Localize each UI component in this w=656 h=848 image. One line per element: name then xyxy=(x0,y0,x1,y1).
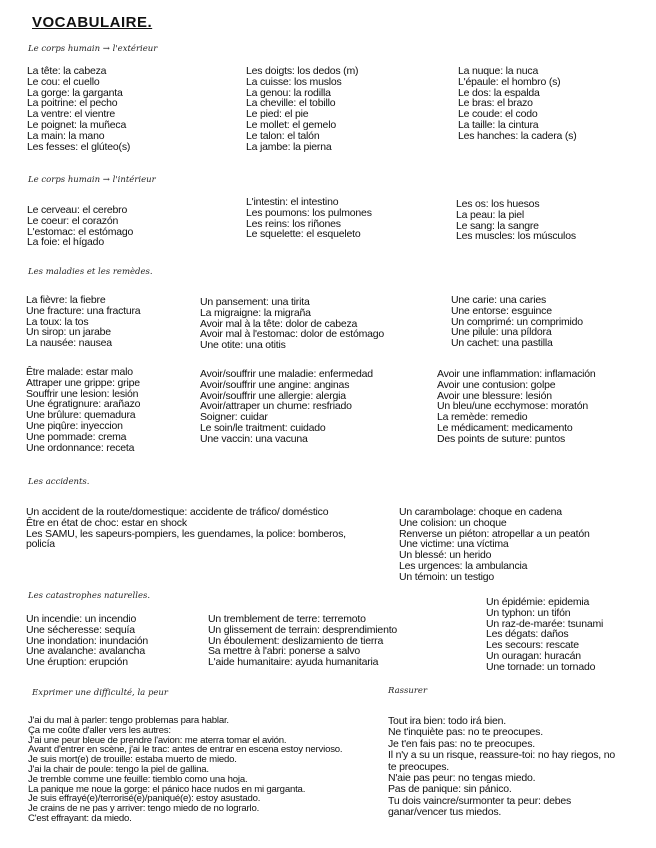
vocab-item: Avoir mal à l'estomac: dolor de estómago xyxy=(200,328,385,341)
vocab-item: Avoir/attraper un chume: resfriado xyxy=(200,400,352,413)
vocab-item: Les secours: rescate xyxy=(486,639,579,652)
vocab-item: La jambe: la pierna xyxy=(246,140,332,153)
vocab-item: Le mollet: el gemelo xyxy=(246,118,336,131)
vocab-item: La tête: la cabeza xyxy=(27,65,107,77)
vocab-item: Le soin/le traitment: cuidado xyxy=(200,421,326,434)
vocab-item: Une sécheresse: sequía xyxy=(26,623,135,636)
vocab-item: Le talon: el talón xyxy=(246,129,320,142)
vocab-item: Tu dois vaincre/surmonter ta peur: debes ganar/vencer tus miedos. xyxy=(388,794,572,819)
vocab-item: Les reins: los riñones xyxy=(246,217,341,230)
vocab-item: La foie: el hígado xyxy=(27,236,104,249)
page-title: VOCABULAIRE. xyxy=(32,14,153,31)
vocab-item: La nausée: nausea xyxy=(26,337,112,350)
vocab-item: Les urgences: la ambulancia xyxy=(399,559,528,572)
vocab-item: Une avalanche: avalancha xyxy=(26,645,145,658)
vocab-item: Une otite: una otitis xyxy=(200,339,286,352)
interior-col-2 xyxy=(246,197,372,240)
vocab-item: Pas de panique: sin pánico. xyxy=(388,783,512,796)
illnesses-col-1b xyxy=(26,367,140,453)
vocab-item: Une ordonnance: receta xyxy=(26,441,135,454)
vocab-item: Un témoin: un testigo xyxy=(399,570,495,583)
section-heading-exterior: Le corps humain → l'extérieur xyxy=(28,44,158,54)
vocab-item: Une piqûre: inyeccion xyxy=(26,419,123,432)
vocab-item: Les muscles: los músculos xyxy=(456,230,576,243)
vocab-item: La ventre: el vientre xyxy=(27,108,116,121)
vocab-item: Il n'y a su un risque, reassure-toi: no hay riegos, no te preocupes. xyxy=(388,749,615,773)
vocab-item: La genou: la rodilla xyxy=(246,86,331,99)
vocab-item: Le squelette: el esqueleto xyxy=(246,228,361,241)
vocab-item: Un raz-de-marée: tsunami xyxy=(486,617,604,630)
accidents-col-right xyxy=(399,507,590,583)
vocab-item: Le poignet: la muñeca xyxy=(27,118,127,131)
vocab-item: La peau: la piel xyxy=(456,208,525,221)
vocab-item: Un glissement de terrain: desprendimiento xyxy=(208,623,398,636)
section-heading-catastrophes: Les catastrophes naturelles. xyxy=(28,591,151,601)
vocab-item: Soigner: cuidar xyxy=(200,411,268,424)
vocab-item: Des points de suture: puntos xyxy=(437,432,566,445)
vocab-item: Le coeur: el corazón xyxy=(27,214,119,227)
vocab-item: Un comprimé: un comprimido xyxy=(451,315,583,328)
vocab-item: Avoir mal à la tête: dolor de cabeza xyxy=(200,317,358,330)
vocab-item: Une brûlure: quemadura xyxy=(26,409,136,422)
vocab-item: Je suis mort(e) de trouille: estaba muerto de miedo. xyxy=(28,754,237,766)
exterior-col-1 xyxy=(27,66,130,152)
vocab-item: Être malade: estar malo xyxy=(26,366,133,378)
vocab-item: La migraigne: la migraña xyxy=(200,306,311,319)
vocab-item: Attraper une grippe: gripe xyxy=(26,376,140,389)
section-heading-fear: Exprimer une difficulté, la peur xyxy=(32,688,168,698)
vocab-item: Une entorse: esguince xyxy=(451,304,552,317)
vocab-item: J'ai une peur bleue de prendre l'avion: me aterra tomar el avión. xyxy=(28,734,287,746)
vocab-item: Les doigts: los dedos (m) xyxy=(246,65,359,77)
illnesses-col-3a xyxy=(451,295,583,349)
section-heading-illnesses: Les maladies et les remèdes. xyxy=(28,267,153,277)
vocab-item: La cuisse: los muslos xyxy=(246,75,342,88)
interior-col-3 xyxy=(456,199,576,242)
catastrophes-col-2 xyxy=(208,614,397,668)
vocab-item: C'est effrayant: da miedo. xyxy=(28,812,132,824)
catastrophes-col-3 xyxy=(486,597,603,673)
vocab-item: L'épaule: el hombro (s) xyxy=(458,75,561,88)
vocab-item: La fièvre: la fiebre xyxy=(26,294,106,306)
vocab-item: Une fracture: una fractura xyxy=(26,304,141,317)
exterior-col-3 xyxy=(458,66,577,142)
vocab-item: Les poumons: los pulmones xyxy=(246,206,372,219)
vocab-item: La nuque: la nuca xyxy=(458,65,539,77)
vocab-item: Un sirop: un jarabe xyxy=(26,326,111,339)
vocab-item: Un ouragan: huracán xyxy=(486,649,581,662)
section-heading-interior: Le corps humain → l'intérieur xyxy=(28,175,156,185)
section-heading-accidents: Les accidents. xyxy=(28,477,90,487)
vocab-item: L'intestin: el intestino xyxy=(246,196,339,208)
vocab-item: Avant d'entrer en scène, j'ai le trac: antes de entrar en escena estoy nervioso. xyxy=(28,744,343,756)
vocab-item: Avoir/souffrir une maladie: enfermedad xyxy=(200,368,373,380)
interior-col-1 xyxy=(27,205,133,248)
vocab-item: Je crains de ne pas y arriver: tengo miedo de no lograrlo. xyxy=(28,803,260,815)
vocab-item: Les hanches: la cadera (s) xyxy=(458,129,577,142)
vocab-item: Les SAMU, les sapeurs-pompiers, les guendames, la police: bomberos, policía xyxy=(26,527,346,551)
vocab-item: Une éruption: erupción xyxy=(26,656,128,669)
catastrophes-col-1 xyxy=(26,614,148,668)
vocab-item: Une vaccin: una vacuna xyxy=(200,432,308,445)
vocab-item: Ça me coûte d'aller vers les autres: xyxy=(28,724,171,736)
vocab-item: La gorge: la garganta xyxy=(27,86,123,99)
vocab-item: Un cachet: una pastilla xyxy=(451,337,553,350)
vocab-item: Une égratignure: arañazo xyxy=(26,398,141,411)
vocab-item: Avoir/souffrir une angine: anginas xyxy=(200,378,350,391)
vocab-item: Avoir une contusion: golpe xyxy=(437,378,556,391)
vocab-item: Le pied: el pie xyxy=(246,108,309,121)
vocab-item: Tout ira bien: todo irá bien. xyxy=(388,715,506,727)
vocab-item: Un pansement: una tirita xyxy=(200,296,310,308)
vocab-item: Je tremble comme une feuille: tiemblo como una hoja. xyxy=(28,773,248,785)
fear-expressions xyxy=(28,716,358,824)
vocab-item: Avoir une inflammation: inflamación xyxy=(437,368,596,380)
vocab-item: La panique me noue la gorge: el pánico hace nudos en mi garganta. xyxy=(28,783,306,795)
illnesses-col-1a xyxy=(26,295,140,349)
vocab-item: J'ai du mal à parler: tengo problemas para hablar. xyxy=(28,715,229,726)
vocab-item: Être en état de choc: estar en shock xyxy=(26,516,187,529)
vocab-item: L'aide humanitaire: ayuda humanitaria xyxy=(208,656,379,669)
vocab-item: L'estomac: el estómago xyxy=(27,225,134,238)
vocab-item: Le médicament: medicamento xyxy=(437,421,573,434)
vocab-item: Renverse un piéton: atropellar a un peatón xyxy=(399,527,590,540)
vocab-item: Un incendie: un incendio xyxy=(26,613,137,625)
vocab-item: Ne t'inquiète pas: no te preocupes. xyxy=(388,726,543,739)
vocab-item: Un typhon: un tifón xyxy=(486,606,571,619)
vocab-item: La poitrine: el pecho xyxy=(27,97,118,110)
vocab-item: Un accident de la route/domestique: accidente de tráfico/ doméstico xyxy=(26,506,329,518)
vocab-item: Les os: los huesos xyxy=(456,198,540,210)
exterior-col-2 xyxy=(246,66,358,152)
vocab-item: Une colision: un choque xyxy=(399,516,507,529)
vocab-item: Une carie: una caries xyxy=(451,294,547,306)
section-heading-reassure: Rassurer xyxy=(388,686,428,696)
vocab-item: Les fesses: el glúteo(s) xyxy=(27,140,131,153)
vocab-item: Une victime: una víctima xyxy=(399,538,509,551)
vocab-item: Une tornade: un tornado xyxy=(486,660,596,673)
vocab-item: Un épidémie: epidemia xyxy=(486,596,590,608)
vocab-item: Le coude: el codo xyxy=(458,108,538,121)
vocab-item: Un éboulement: deslizamiento de tierra xyxy=(208,634,384,647)
vocab-item: La remède: remedio xyxy=(437,411,528,424)
vocab-item: Le dos: la espalda xyxy=(458,86,540,99)
vocab-item: Les dégats: daños xyxy=(486,628,569,641)
vocab-item: Une pilule: una píldora xyxy=(451,326,552,339)
vocab-item: Une inondation: inundación xyxy=(26,634,149,647)
vocab-item: Je t'en fais pas: no te preocupes. xyxy=(388,737,535,750)
vocab-item: N'aie pas peur: no tengas miedo. xyxy=(388,772,536,785)
vocab-item: Souffrir une lesion: lesión xyxy=(26,387,139,400)
vocab-item: Un blessé: un herido xyxy=(399,549,492,562)
vocab-item: La cheville: el tobillo xyxy=(246,97,336,110)
vocab-item: Je suis effrayé(e)/terrorisé(e)/paniqué(e): estoy asustado. xyxy=(28,793,261,805)
vocab-item: Avoir/souffrir une allergie: alergia xyxy=(200,389,346,402)
vocab-item: Sa mettre à l'abri: ponerse a salvo xyxy=(208,645,361,658)
vocab-item: Un bleu/une ecchymose: moratón xyxy=(437,400,589,413)
vocab-item: Une pommade: crema xyxy=(26,430,127,443)
illnesses-col-2b xyxy=(200,369,373,445)
vocab-item: La taille: la cintura xyxy=(458,118,539,131)
vocab-item: Le cerveau: el cerebro xyxy=(27,204,128,216)
vocab-item: Le sang: la sangre xyxy=(456,219,539,232)
reassure-expressions xyxy=(388,716,618,819)
accidents-col-left xyxy=(26,507,371,550)
illnesses-col-2a xyxy=(200,297,384,351)
vocab-item: Avoir une blessure: lesión xyxy=(437,389,552,402)
vocab-item: La main: la mano xyxy=(27,129,105,142)
illnesses-col-3b xyxy=(437,369,596,445)
vocab-item: Le cou: el cuello xyxy=(27,75,100,88)
vocab-item: Un tremblement de terre: terremoto xyxy=(208,613,366,625)
vocab-item: La toux: la tos xyxy=(26,315,89,328)
vocab-item: Un carambolage: choque en cadena xyxy=(399,506,562,518)
vocab-item: J'ai la chair de poule: tengo la piel de gallina. xyxy=(28,763,209,775)
vocab-item: Le bras: el brazo xyxy=(458,97,533,110)
